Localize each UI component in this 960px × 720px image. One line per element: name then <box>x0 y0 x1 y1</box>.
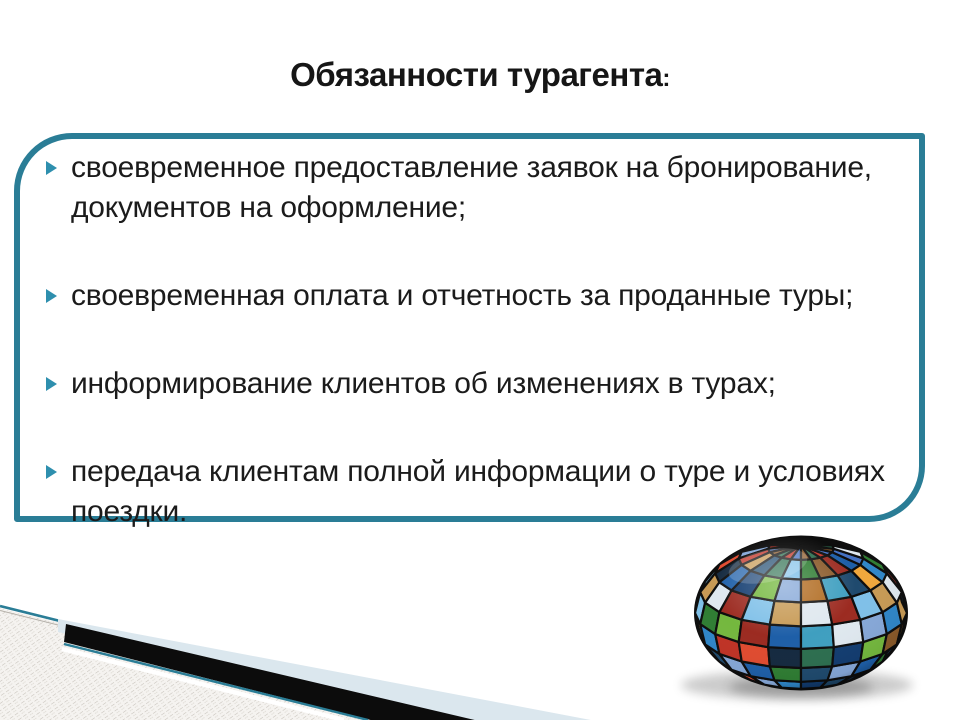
bullet-list <box>46 148 911 532</box>
triangle-bullet-icon <box>46 161 57 175</box>
page-title-text: Обязанности турагента <box>290 56 663 93</box>
content-box <box>14 133 925 528</box>
list-item <box>46 276 911 316</box>
bullet-text: своевременная оплата и отчетность за проданные туры; <box>71 279 854 312</box>
black-stripe <box>64 624 960 720</box>
stripe-edge-lines <box>62 644 368 720</box>
triangle-bullet-icon <box>46 289 57 303</box>
triangle-bullet-icon <box>46 377 57 391</box>
photo-globe-image <box>681 536 913 701</box>
globe-shadow <box>681 670 913 700</box>
triangle-bullet-icon <box>46 465 57 479</box>
list-item <box>46 148 911 228</box>
bullet-text: своевременное предоставление заявок на бронирование, документов на оформление; <box>71 151 872 224</box>
globe-shadow <box>729 677 873 697</box>
bullet-text: передача клиентам полной информации о туре и условиях поездки. <box>71 455 885 528</box>
bullet-text: информирование клиентов об изменениях в турах; <box>71 367 776 400</box>
hatch-texture <box>0 606 456 720</box>
list-item <box>46 364 911 404</box>
blue-stripe <box>58 619 960 720</box>
page-title-colon: : <box>662 65 670 92</box>
page-title <box>0 56 960 94</box>
list-item <box>46 452 911 532</box>
